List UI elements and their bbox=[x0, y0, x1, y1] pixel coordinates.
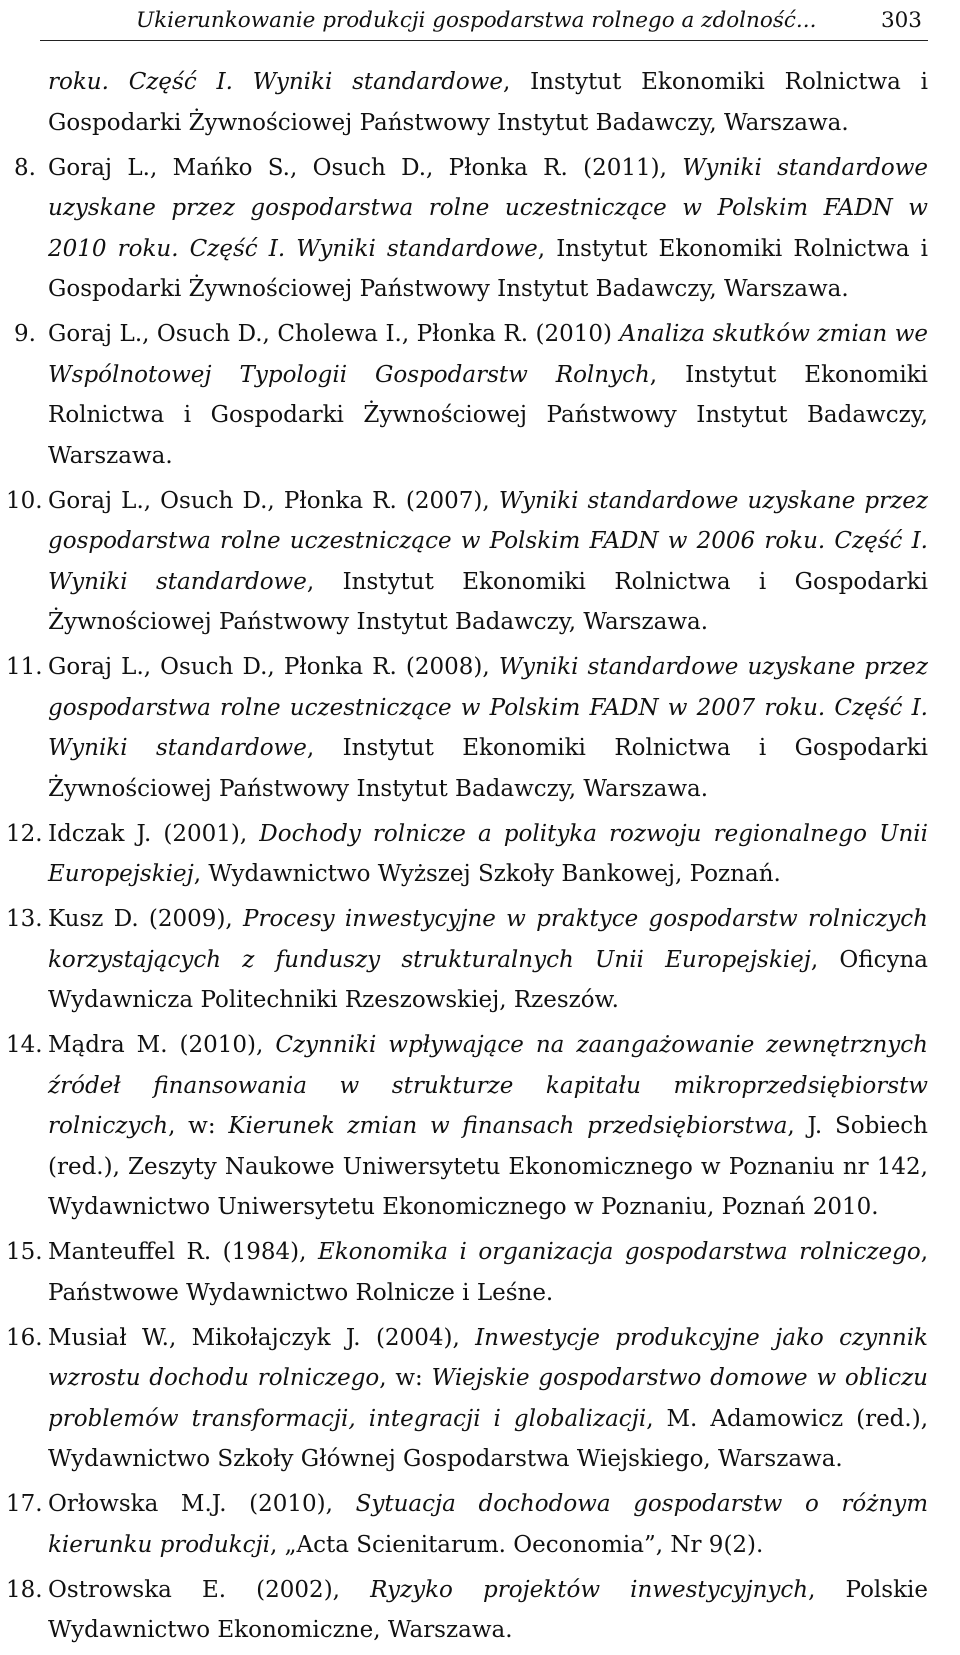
reference-text-segment: Goraj L., Mańko S., Osuch D., Płonka R. (2011), bbox=[48, 154, 683, 181]
reference-item bbox=[6, 1484, 929, 1565]
reference-text-segment: , „Acta Scienitarum. Oeconomia”, Nr 9(2). bbox=[270, 1531, 764, 1558]
reference-text-segment: , Państwowe Wydawnictwo Rolnicze i Leśne. bbox=[48, 1239, 928, 1306]
reference-title-segment: Sytuacja dochodowa gospodarstw o różnym kierunku produkcji bbox=[48, 1491, 929, 1558]
reference-text-segment: Orłowska M.J. (2010), bbox=[48, 1491, 356, 1517]
reference-text-segment: Ostrowska E. (2002), bbox=[48, 1576, 371, 1603]
reference-number: 12. bbox=[6, 820, 43, 847]
reference-text-segment: Mądra M. (2010), bbox=[48, 1032, 276, 1058]
reference-number: 17. bbox=[6, 1491, 43, 1517]
reference-text-segment: Goraj L., Osuch D., Płonka R. (2008), bbox=[48, 654, 499, 680]
reference-title-segment: Analiza skutków zmian we Wspólnotowej Typologii Gospodarstw Rolnych bbox=[48, 321, 928, 388]
reference-item bbox=[14, 62, 928, 143]
reference-number: 15. bbox=[6, 1239, 43, 1265]
reference-title-segment: Dochody rolnicze a polityka rozwoju regionalnego Unii Europejskiej bbox=[48, 820, 928, 887]
reference-title-segment: Wiejskie gospodarstwo domowe w obliczu problemów transformacji, integracji i globalizacji bbox=[48, 1365, 928, 1432]
reference-text-segment: , Instytut Ekonomiki Rolnictwa i Gospodarki Żywnościowej Państwowy Instytut Badawczy, Warszawa. bbox=[48, 568, 928, 635]
reference-title-segment: Czynniki wpływające na zaangażowanie zewnętrznych źródeł finansowania w strukturze kapitału mikroprzedsiębiorstw rolniczych bbox=[48, 1032, 929, 1139]
reference-text-segment: , w: bbox=[379, 1365, 432, 1391]
reference-text-segment: Manteuffel R. (1984), bbox=[48, 1239, 318, 1265]
reference-text-segment: , J. Sobiech (red.), Zeszyty Naukowe Uniwersytetu Ekonomicznego w Poznaniu nr 142, Wydawnictwo Uniwersytetu Ekonomicznego w Poznaniu, Poznań 2010. bbox=[48, 1113, 928, 1220]
reference-text-segment: , Wydawnictwo Wyższej Szkoły Bankowej, Poznań. bbox=[193, 861, 781, 887]
reference-number: 14. bbox=[6, 1032, 43, 1058]
running-header bbox=[40, 4, 928, 41]
reference-title-segment: Wyniki standardowe uzyskane przez gospodarstwa rolne uczestniczące w Polskim FADN w 2006 roku. Część I. Wyniki standardowe bbox=[48, 487, 928, 595]
reference-number: 10. bbox=[6, 487, 43, 514]
reference-title-segment: Wyniki standardowe uzyskane przez gospodarstwa rolne uczestniczące w Polskim FADN w 2010 roku. Część I. Wyniki standardowe bbox=[48, 154, 928, 262]
reference-title-segment: roku. Część I. Wyniki standardowe bbox=[48, 69, 503, 95]
reference-item bbox=[6, 481, 928, 643]
reference-item bbox=[6, 899, 928, 1021]
reference-number: 16. bbox=[6, 1324, 43, 1351]
reference-item bbox=[6, 1025, 929, 1228]
reference-item bbox=[6, 1232, 928, 1313]
reference-number: 11. bbox=[6, 654, 43, 680]
reference-number: 13. bbox=[6, 906, 43, 932]
reference-text-segment: , M. Adamowicz (red.), Wydawnictwo Szkoły Głównej Gospodarstwa Wiejskiego, Warszawa. bbox=[48, 1405, 929, 1472]
reference-item bbox=[6, 814, 928, 895]
reference-text-segment: , Instytut Ekonomiki Rolnictwa i Gospodarki Żywnościowej Państwowy Instytut Badawczy, Warszawa. bbox=[48, 361, 928, 469]
reference-text-segment: , Instytut Ekonomiki Rolnictwa i Gospodarki Żywnościowej Państwowy Instytut Badawczy, Warszawa. bbox=[48, 69, 928, 136]
reference-text-segment: , Polskie Wydawnictwo Ekonomiczne, Warszawa. bbox=[48, 1576, 928, 1643]
reference-item bbox=[14, 148, 928, 310]
reference-text-segment: Musiał W., Mikołajczyk J. (2004), bbox=[48, 1324, 476, 1351]
reference-number: 9. bbox=[14, 321, 36, 347]
reference-number: 18. bbox=[6, 1576, 43, 1603]
reference-list bbox=[6, 62, 929, 1655]
reference-text-segment: , Instytut Ekonomiki Rolnictwa i Gospodarki Żywnościowej Państwowy Instytut Badawczy, Warszawa. bbox=[48, 735, 928, 802]
reference-title-segment: Wyniki standardowe uzyskane przez gospodarstwa rolne uczestniczące w Polskim FADN w 2007 roku. Część I. Wyniki standardowe bbox=[48, 654, 928, 761]
reference-title-segment: Procesy inwestycyjne w praktyce gospodarstw rolniczych korzystających z funduszy strukturalnych Unii Europejskiej bbox=[48, 906, 928, 973]
reference-title-segment: Inwestycje produkcyjne jako czynnik wzrostu dochodu rolniczego bbox=[48, 1324, 928, 1391]
reference-text-segment: , Oficyna Wydawnicza Politechniki Rzeszowskiej, Rzeszów. bbox=[48, 946, 928, 1013]
reference-title-segment: Ryzyko projektów inwestycyjnych bbox=[370, 1576, 809, 1603]
reference-title-segment: Kierunek zmian w finansach przedsiębiorstwa bbox=[228, 1113, 788, 1139]
reference-text-segment: Idczak J. (2001), bbox=[48, 820, 260, 847]
page-number: 303 bbox=[880, 8, 922, 33]
reference-text-segment: , Instytut Ekonomiki Rolnictwa i Gospodarki Żywnościowej Państwowy Instytut Badawczy, Warszawa. bbox=[48, 235, 928, 302]
reference-item bbox=[6, 1570, 928, 1651]
reference-item bbox=[6, 1318, 929, 1480]
reference-item bbox=[14, 314, 928, 476]
reference-number: 8. bbox=[14, 154, 36, 181]
reference-text-segment: Goraj L., Osuch D., Płonka R. (2007), bbox=[48, 487, 499, 514]
reference-text-segment: Goraj L., Osuch D., Cholewa I., Płonka R. (2010) bbox=[48, 321, 620, 347]
reference-title-segment: Ekonomika i organizacja gospodarstwa rolniczego bbox=[317, 1239, 921, 1265]
reference-text-segment: Kusz D. (2009), bbox=[48, 906, 244, 932]
reference-text-segment: , w: bbox=[168, 1113, 229, 1139]
running-title: Ukierunkowanie produkcji gospodarstwa rolnego a zdolność... bbox=[136, 8, 817, 33]
reference-item bbox=[6, 647, 928, 809]
